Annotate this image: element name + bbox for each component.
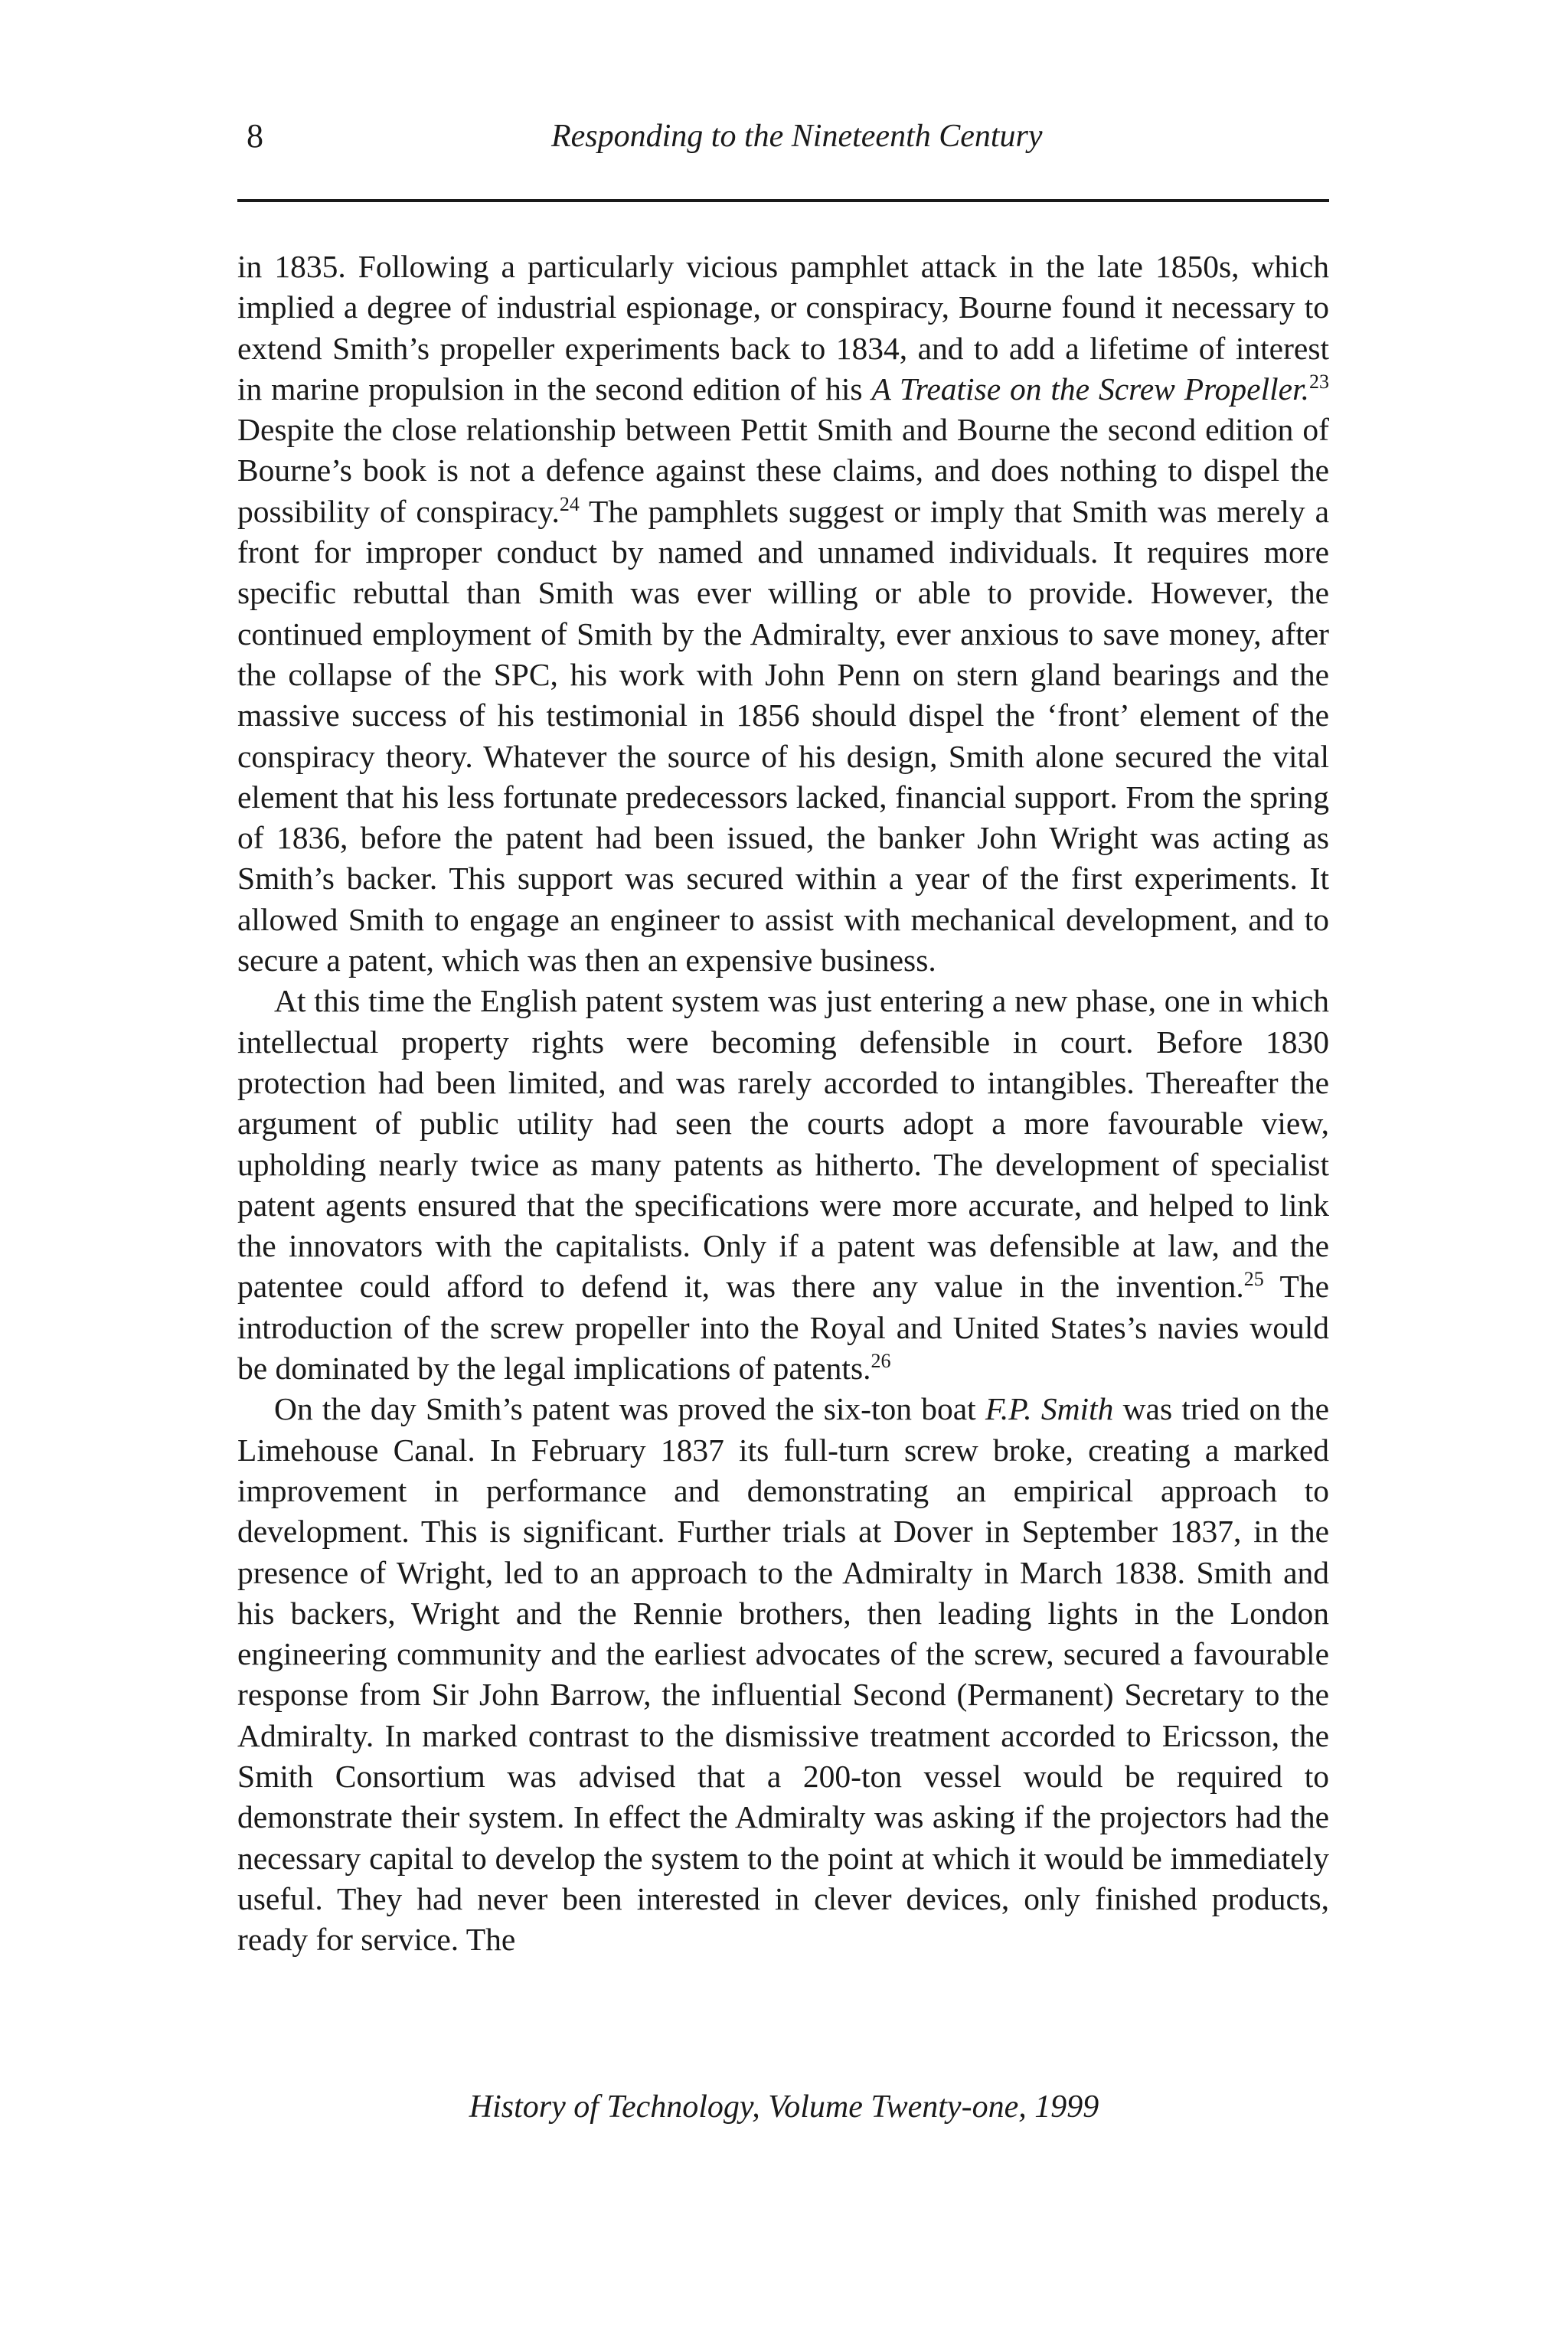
footnote-ref-24: 24 <box>559 492 580 515</box>
paragraph-1-text-b: Despite the close relationship between Pettit Smith and Bourne the second edition of Bourne’s book is not a defence against these claims, and does nothing to dispel the possibility of conspiracy. <box>237 412 1329 529</box>
paragraph-2-text-b: The introduction of the screw propeller into the Royal and United States’s navies would be dominated by the legal implications of patents. <box>237 1269 1329 1387</box>
header-rule <box>237 199 1329 202</box>
footnote-ref-26: 26 <box>871 1350 891 1373</box>
paragraph-3-text-b: was tried on the Limehouse Canal. In February 1837 its full-turn screw broke, creating a marked improvement in performance and demonstrating an empirical approach to development. This is significant. Further trials at Dover in September 1837, in the presence of Wright, led to an approach to the Admiralty in March 1838. Smith and his backers, Wright and the Rennie brothers, then leading lights in the London engineering community and the earliest advocates of the screw, secured a favourable response from Sir John Barrow, the influential Second (Permanent) Secretary to the Admiralty. In marked contrast to the dismissive treatment accorded to Ericsson, the Smith Consortium was advised that a 200-ton vessel would be required to demonstrate their system. In effect the Admiralty was asking if the projectors had the necessary capital to develop the system to the point at which it would be immediately useful. They had never been interested in clever devices, only finished products, ready for service. The <box>237 1391 1329 1958</box>
paragraph-3 <box>237 1389 1329 1960</box>
paragraph-2 <box>237 981 1329 1389</box>
page-number: 8 <box>247 117 263 155</box>
journal-footer: History of Technology, Volume Twenty-one, 1999 <box>469 2089 1099 2125</box>
paragraph-3-text-a: On the day Smith’s patent was proved the six-ton boat <box>274 1391 985 1427</box>
footnote-ref-25: 25 <box>1243 1268 1264 1291</box>
ship-name: F.P. Smith <box>985 1391 1114 1427</box>
running-head: Responding to the Nineteenth Century <box>551 119 1043 154</box>
body-text <box>237 247 1329 1960</box>
book-title: A Treatise on the Screw Propeller. <box>871 371 1309 407</box>
paragraph-2-text-a: At this time the English patent system was just entering a new phase, one in which intellectual property rights were becoming defensible in court. Before 1830 protection had been limited, and was rarely accorded to intangibles. Thereafter the argument of public utility had seen the courts adopt a more favourable view, upholding nearly twice as many patents as hitherto. The development of specialist patent agents ensured that the specifications were more accurate, and helped to link the innovators with the capitalists. Only if a patent was defensible at law, and the patentee could afford to defend it, was there any value in the invention. <box>237 983 1329 1305</box>
paragraph-1-text-c: The pamphlets suggest or imply that Smith was merely a front for improper conduct by named and unnamed individuals. It requires more specific rebuttal than Smith was ever willing or able to provide. However, the continued employment of Smith by the Admiralty, ever anxious to save money, after the collapse of the SPC, his work with John Penn on stern gland bearings and the massive success of his testimonial in 1856 should dispel the ‘front’ element of the conspiracy theory. Whatever the source of his design, Smith alone secured the vital element that his less fortunate predecessors lacked, financial support. From the spring of 1836, before the patent had been issued, the banker John Wright was acting as Smith’s backer. This support was secured within a year of the first experiments. It allowed Smith to engage an engineer to assist with mechanical development, and to secure a patent, which was then an expensive business. <box>237 493 1329 978</box>
paragraph-1-text-a: in 1835. Following a particularly vicious pamphlet attack in the late 1850s, which implied a degree of industrial espionage, or conspiracy, Bourne found it necessary to extend Smith’s propeller experiments back to 1834, and to add a lifetime of interest in marine propulsion in the second edition of his <box>237 249 1329 407</box>
paragraph-1 <box>237 247 1329 981</box>
footnote-ref-23: 23 <box>1309 370 1329 393</box>
